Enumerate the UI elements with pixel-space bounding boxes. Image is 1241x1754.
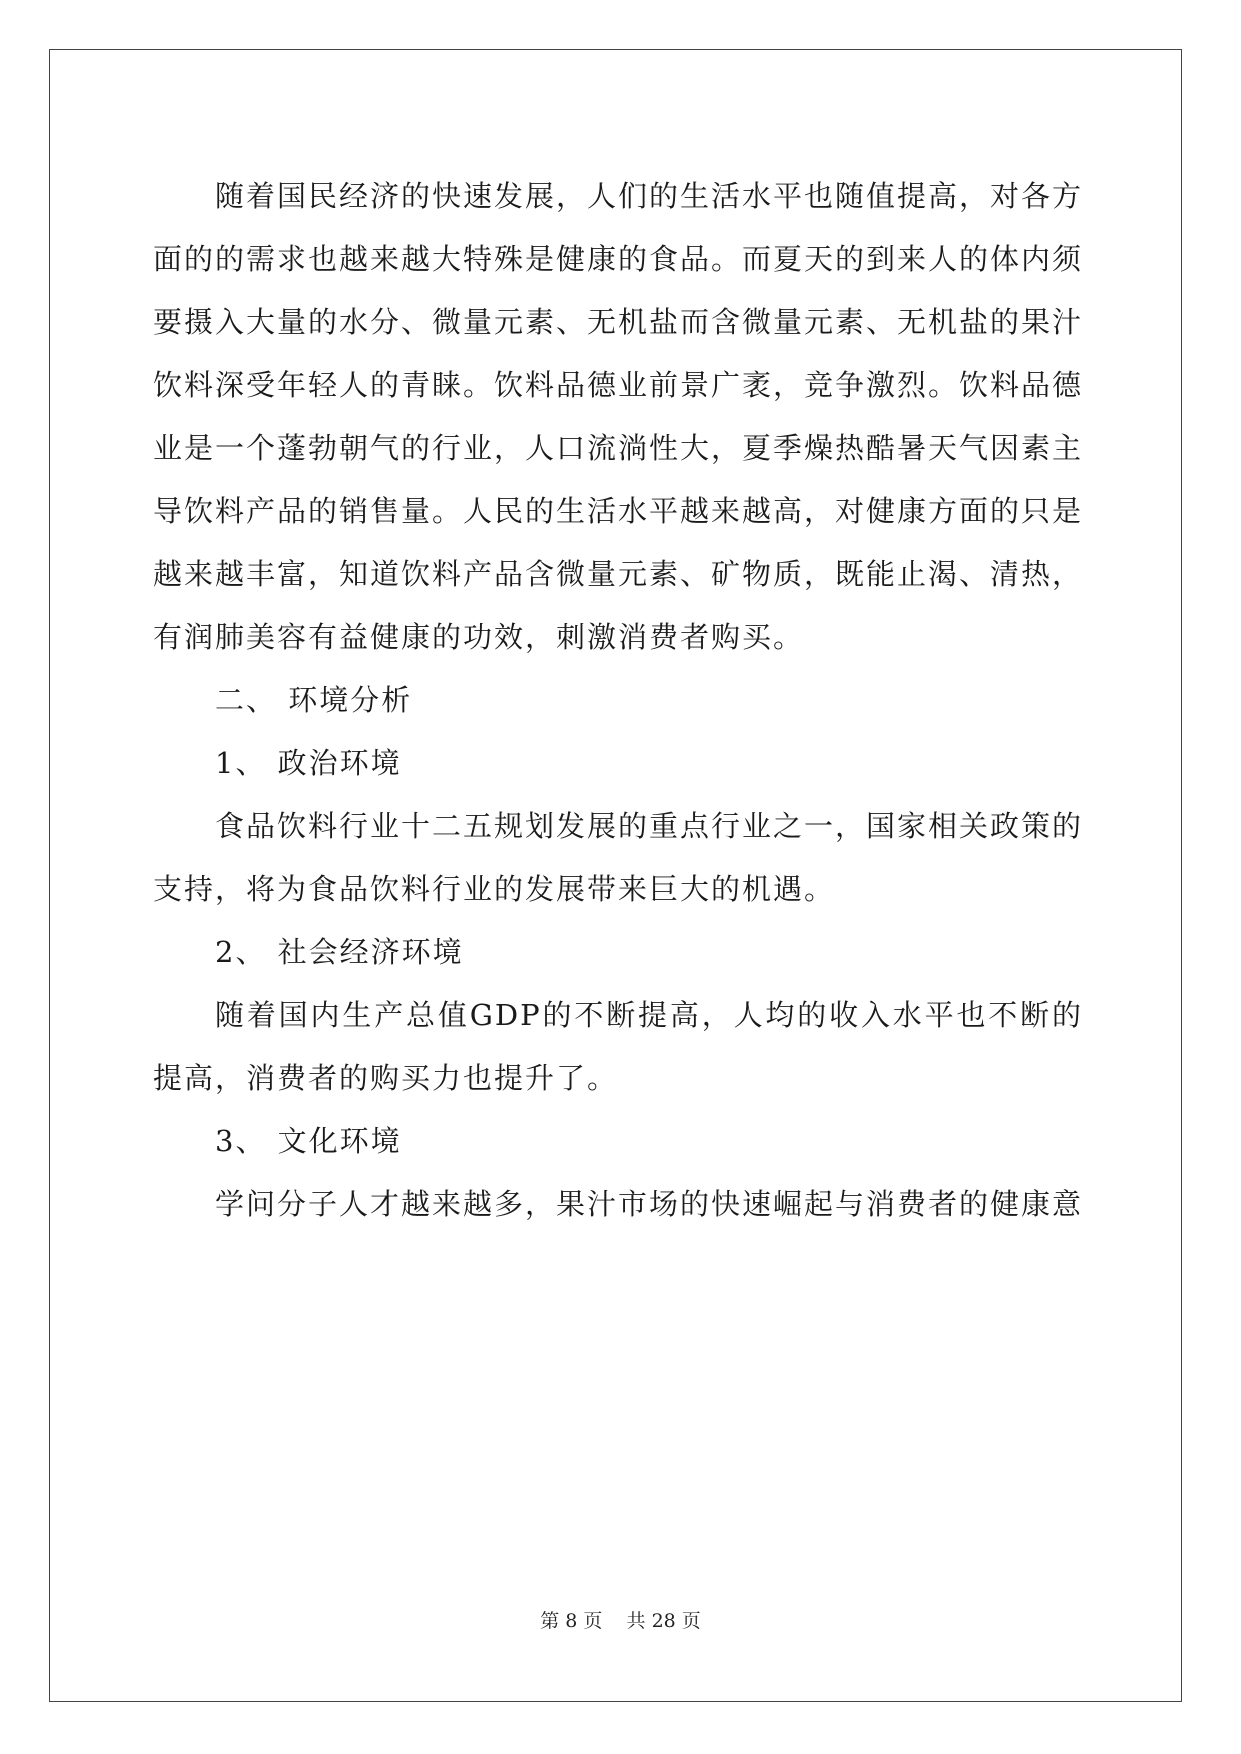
paragraph-political: 食品饮料行业十二五规划发展的重点行业之一，国家相关政策的支持，将为食品饮料行业的发展带来巨大的机遇。 (153, 809, 1084, 906)
subheading-socioeconomic-environment: 2、 社会经济环境 (215, 935, 464, 969)
document-body (153, 165, 1083, 1236)
page-number: 第 8 页 (540, 1610, 603, 1632)
section-heading-environment-analysis: 二、 环境分析 (215, 683, 413, 717)
page-total: 共 28 页 (626, 1610, 701, 1632)
paragraph-intro: 随着国民经济的快速发展，人们的生活水平也随值提高，对各方面的的需求也越来越大特殊是健康的食品。而夏天的到来人的体内须要摄入大量的水分、微量元素、无机盐而含微量元素、无机盐的果汁饮料深受年轻人的青睐。饮料品德业前景广袤，竞争激烈。饮料品德业是一个蓬勃朝气的行业，人口流淌性大，夏季燥热酷暑天气因素主导饮料产品的销售量。人民的生活水平越来越高，对健康方面的只是越来越丰富，知道饮料产品含微量元素、矿物质，既能止渴、清热，有润肺美容有益健康的功效，刺激消费者购买。 (153, 179, 1084, 654)
paragraph-socioeconomic: 随着国内生产总值GDP的不断提高，人均的收入水平也不断的提高，消费者的购买力也提升了。 (153, 998, 1083, 1095)
paragraph-cultural: 学问分子人才越来越多，果汁市场的快速崛起与消费者的健康意 (215, 1187, 1084, 1221)
subheading-cultural-environment: 3、 文化环境 (215, 1124, 402, 1158)
page-footer (0, 1606, 1241, 1633)
subheading-political-environment: 1、 政治环境 (215, 746, 402, 780)
